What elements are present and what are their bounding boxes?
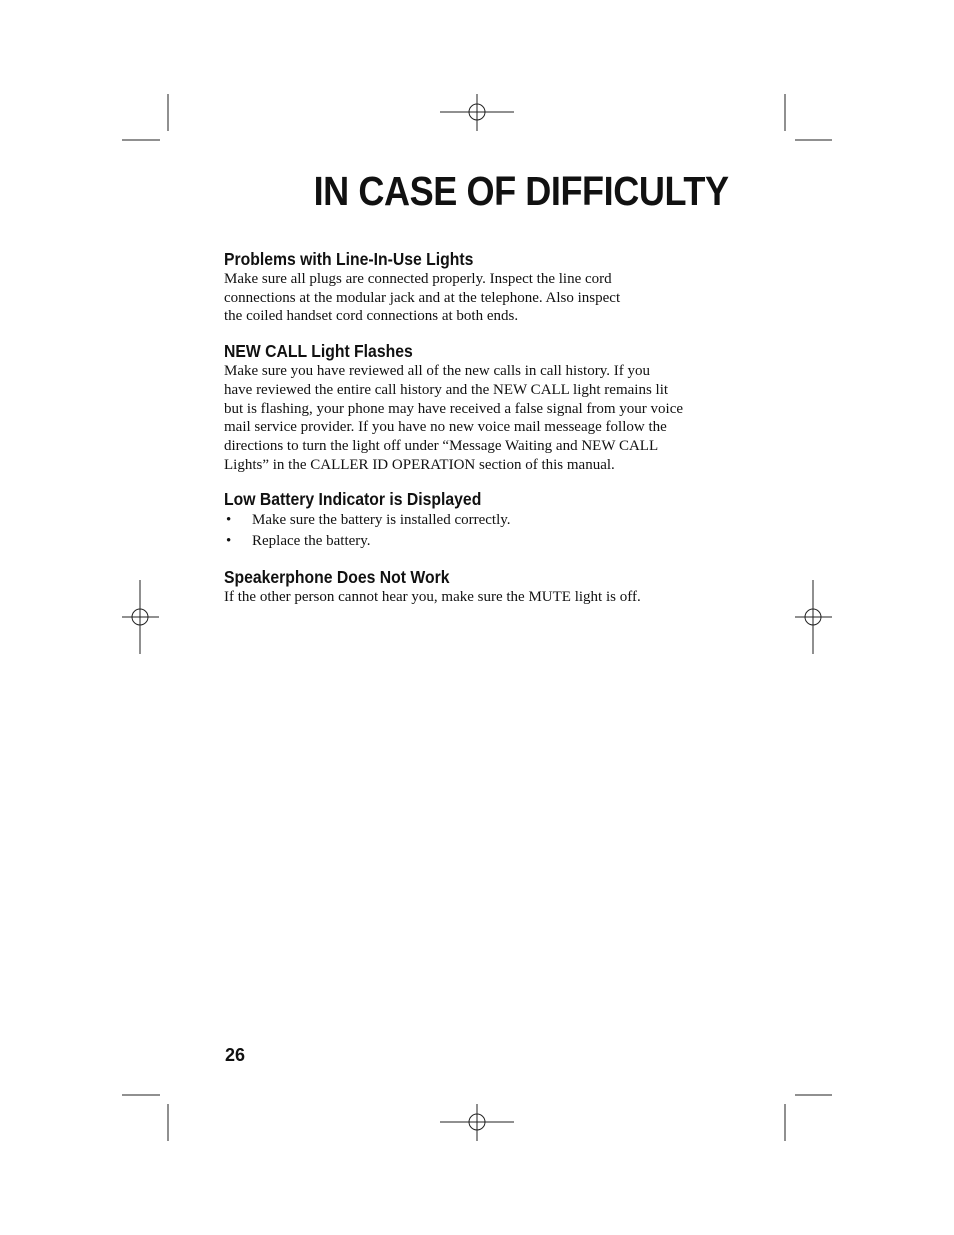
list-item bbox=[224, 531, 734, 552]
bullet-icon: • bbox=[226, 512, 232, 529]
section-low-battery bbox=[224, 488, 734, 552]
bullet-list bbox=[224, 510, 734, 552]
list-item-text: Make sure the battery is installed correctly. bbox=[252, 512, 511, 529]
body-text-line: If the other person cannot hear you, make sure the MUTE light is off. bbox=[224, 589, 641, 606]
section-heading: NEW CALL Light Flashes bbox=[224, 341, 413, 362]
page-title: IN CASE OF DIFFICULTY bbox=[313, 168, 729, 214]
body-text-line: the coiled handset cord connections at both ends. bbox=[224, 308, 519, 325]
section-heading: Low Battery Indicator is Displayed bbox=[224, 489, 482, 510]
bullet-icon: • bbox=[226, 533, 232, 550]
body-text-line: directions to turn the light off under “Message Waiting and NEW CALL bbox=[224, 437, 659, 454]
section-speakerphone bbox=[224, 566, 734, 607]
section-new-call-light bbox=[224, 340, 734, 474]
list-item-text: Replace the battery. bbox=[252, 533, 371, 550]
registration-mark-top bbox=[440, 94, 514, 131]
section-heading: Problems with Line-In-Use Lights bbox=[224, 249, 474, 269]
troubleshooting-content bbox=[224, 248, 734, 621]
list-item bbox=[224, 510, 734, 531]
registration-mark-right bbox=[795, 580, 832, 654]
section-heading: Speakerphone Does Not Work bbox=[224, 567, 450, 588]
body-text-line: Make sure all plugs are connected properly. Inspect the line cord bbox=[224, 271, 612, 287]
page-number: 26 bbox=[225, 1045, 246, 1065]
body-text-line: connections at the modular jack and at the telephone. Also inspect bbox=[224, 289, 621, 306]
registration-mark-left bbox=[122, 580, 159, 654]
body-text-line: Make sure you have reviewed all of the new calls in call history. If you bbox=[224, 363, 650, 380]
section-line-in-use-lights bbox=[224, 248, 734, 326]
body-text-line: have reviewed the entire call history and the NEW CALL light remains lit bbox=[224, 381, 669, 398]
body-text-line: mail service provider. If you have no new voice mail messeage follow the bbox=[224, 419, 667, 436]
registration-mark-bottom bbox=[440, 1104, 514, 1141]
body-text-line: Lights” in the CALLER ID OPERATION section of this manual. bbox=[224, 456, 615, 473]
body-text-line: but is flashing, your phone may have received a false signal from your voice bbox=[224, 400, 684, 417]
